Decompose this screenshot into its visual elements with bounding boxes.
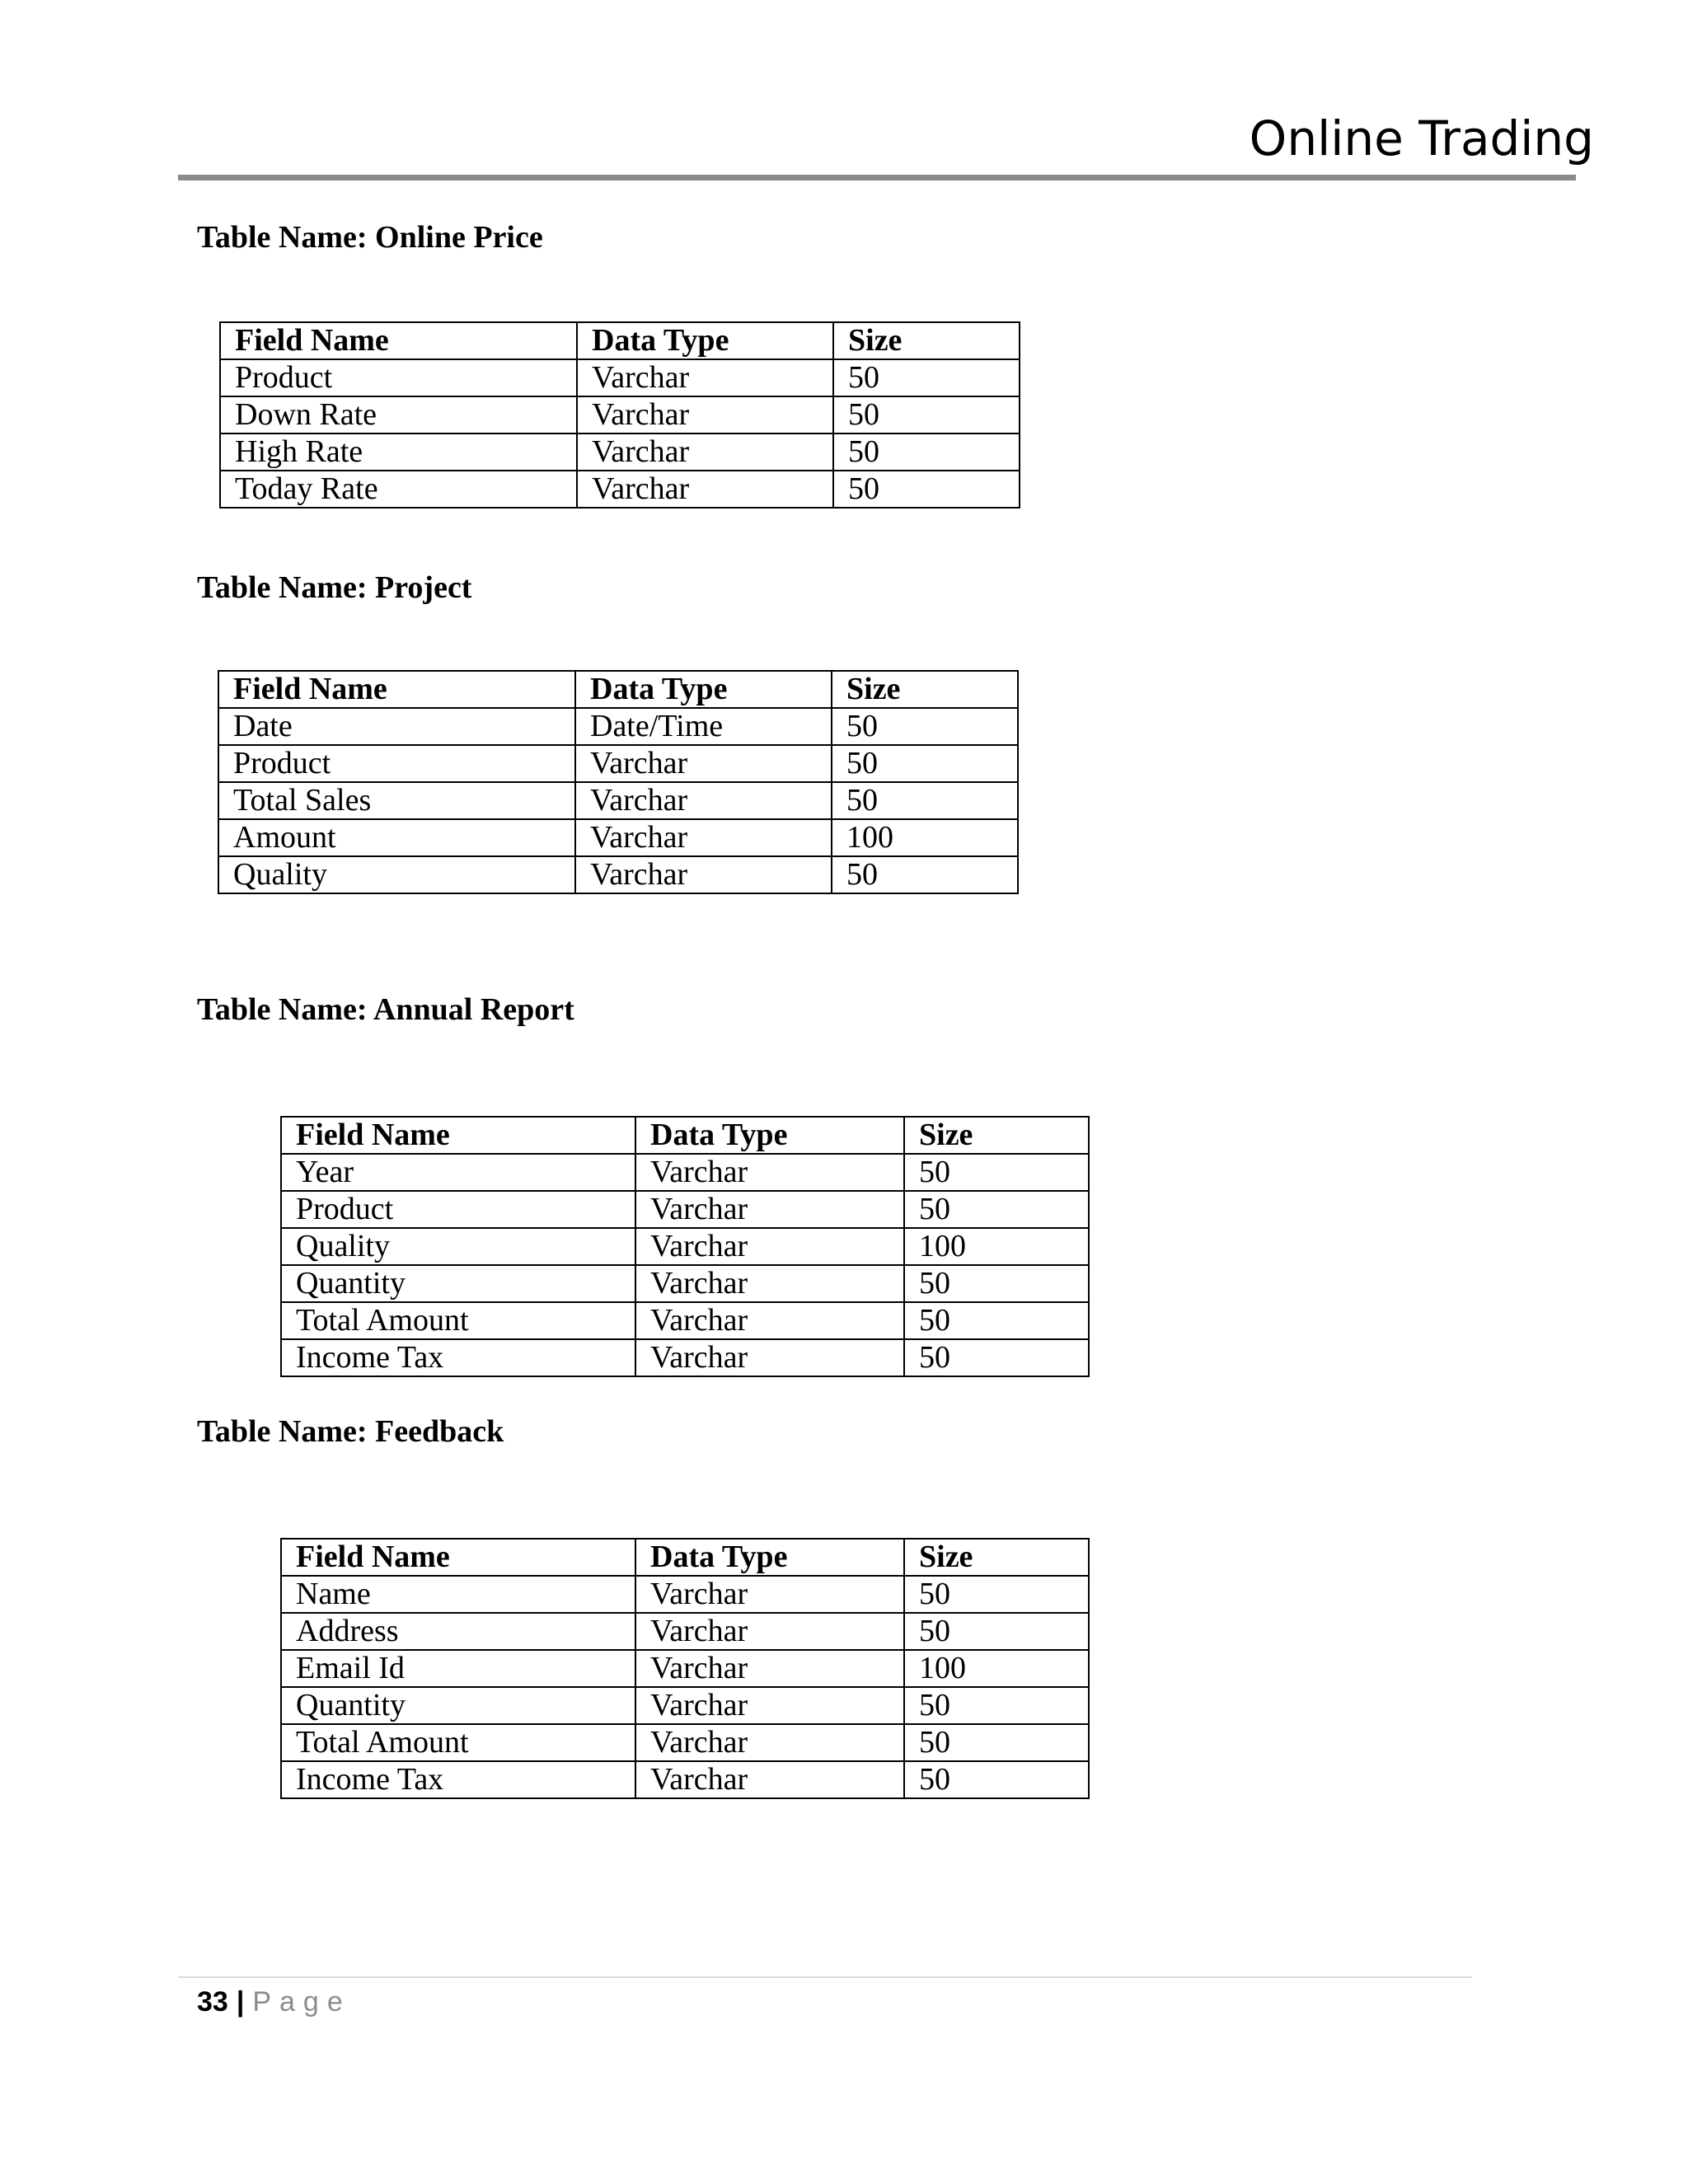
table-project <box>218 670 1019 894</box>
field-name-cell: Quality <box>281 1228 635 1265</box>
section-title-feedback: Table Name: Feedback <box>197 1414 504 1449</box>
field-name-cell: Product <box>220 359 577 396</box>
data-type-cell: Varchar <box>577 471 833 508</box>
table-row <box>281 1228 1089 1265</box>
size-cell: 50 <box>904 1191 1089 1228</box>
data-type-cell: Varchar <box>577 396 833 434</box>
table-row <box>218 782 1018 819</box>
table-row <box>218 745 1018 782</box>
size-cell: 50 <box>833 359 1020 396</box>
table-feedback <box>280 1538 1090 1799</box>
table-row <box>281 1687 1089 1724</box>
field-name-cell: Name <box>281 1576 635 1613</box>
table-row <box>218 819 1018 856</box>
page-label: Page <box>252 1986 351 2018</box>
table-row <box>281 1302 1089 1339</box>
data-type-cell: Varchar <box>635 1302 904 1339</box>
size-cell: 50 <box>833 434 1020 471</box>
section-title-project: Table Name: Project <box>197 570 472 605</box>
size-cell: 50 <box>904 1339 1089 1376</box>
table-row <box>281 1191 1089 1228</box>
table-row <box>218 856 1018 893</box>
table-header-row <box>218 671 1018 708</box>
column-header: Data Type <box>575 671 832 708</box>
page-number: 33 <box>197 1986 228 2018</box>
table-row <box>281 1339 1089 1376</box>
data-type-cell: Varchar <box>575 745 832 782</box>
field-name-cell: Total Amount <box>281 1302 635 1339</box>
size-cell: 100 <box>904 1650 1089 1687</box>
table-row <box>281 1761 1089 1798</box>
size-cell: 50 <box>833 396 1020 434</box>
table-row <box>220 434 1020 471</box>
data-type-cell: Varchar <box>635 1724 904 1761</box>
column-header: Size <box>832 671 1018 708</box>
table-row <box>281 1724 1089 1761</box>
column-header: Field Name <box>220 322 577 359</box>
header-rule <box>178 175 1576 180</box>
size-cell: 50 <box>904 1265 1089 1302</box>
section-title-online-price: Table Name: Online Price <box>197 220 543 255</box>
field-name-cell: Down Rate <box>220 396 577 434</box>
data-type-cell: Varchar <box>635 1265 904 1302</box>
table-header-row <box>281 1117 1089 1154</box>
size-cell: 50 <box>904 1613 1089 1650</box>
table-row <box>220 396 1020 434</box>
data-type-cell: Varchar <box>635 1613 904 1650</box>
data-type-cell: Varchar <box>635 1191 904 1228</box>
data-type-cell: Varchar <box>577 359 833 396</box>
table-row <box>218 708 1018 745</box>
column-header: Field Name <box>281 1539 635 1576</box>
table-header-row <box>281 1539 1089 1576</box>
column-header: Data Type <box>635 1117 904 1154</box>
table-row <box>281 1650 1089 1687</box>
field-name-cell: Quantity <box>281 1687 635 1724</box>
data-type-cell: Date/Time <box>575 708 832 745</box>
size-cell: 100 <box>904 1228 1089 1265</box>
data-type-cell: Varchar <box>635 1228 904 1265</box>
size-cell: 50 <box>904 1302 1089 1339</box>
data-type-cell: Varchar <box>575 856 832 893</box>
column-header: Size <box>833 322 1020 359</box>
size-cell: 50 <box>904 1724 1089 1761</box>
size-cell: 50 <box>904 1761 1089 1798</box>
field-name-cell: Quantity <box>281 1265 635 1302</box>
size-cell: 50 <box>904 1687 1089 1724</box>
field-name-cell: High Rate <box>220 434 577 471</box>
data-type-cell: Varchar <box>635 1687 904 1724</box>
field-name-cell: Year <box>281 1154 635 1191</box>
data-type-cell: Varchar <box>635 1761 904 1798</box>
size-cell: 100 <box>832 819 1018 856</box>
table-row <box>220 471 1020 508</box>
field-name-cell: Quality <box>218 856 575 893</box>
size-cell: 50 <box>833 471 1020 508</box>
table-row <box>281 1154 1089 1191</box>
table-row <box>281 1576 1089 1613</box>
data-type-cell: Varchar <box>635 1650 904 1687</box>
field-name-cell: Total Amount <box>281 1724 635 1761</box>
field-name-cell: Date <box>218 708 575 745</box>
size-cell: 50 <box>832 782 1018 819</box>
data-type-cell: Varchar <box>577 434 833 471</box>
footer-rule <box>178 1976 1472 1978</box>
table-row <box>281 1265 1089 1302</box>
table-annual-report <box>280 1116 1090 1377</box>
field-name-cell: Amount <box>218 819 575 856</box>
data-type-cell: Varchar <box>635 1154 904 1191</box>
size-cell: 50 <box>904 1576 1089 1613</box>
table-online-price <box>219 321 1020 509</box>
field-name-cell: Product <box>218 745 575 782</box>
size-cell: 50 <box>832 856 1018 893</box>
section-title-annual-report: Table Name: Annual Report <box>197 992 574 1027</box>
column-header: Field Name <box>281 1117 635 1154</box>
column-header: Data Type <box>577 322 833 359</box>
data-type-cell: Varchar <box>635 1339 904 1376</box>
column-header: Size <box>904 1117 1089 1154</box>
field-name-cell: Total Sales <box>218 782 575 819</box>
size-cell: 50 <box>832 708 1018 745</box>
document-header-title: Online Trading <box>1249 110 1594 166</box>
field-name-cell: Address <box>281 1613 635 1650</box>
field-name-cell: Today Rate <box>220 471 577 508</box>
field-name-cell: Income Tax <box>281 1339 635 1376</box>
page-footer <box>197 1982 351 2022</box>
field-name-cell: Product <box>281 1191 635 1228</box>
size-cell: 50 <box>904 1154 1089 1191</box>
data-type-cell: Varchar <box>575 782 832 819</box>
data-type-cell: Varchar <box>635 1576 904 1613</box>
column-header: Data Type <box>635 1539 904 1576</box>
size-cell: 50 <box>832 745 1018 782</box>
data-type-cell: Varchar <box>575 819 832 856</box>
table-row <box>281 1613 1089 1650</box>
column-header: Size <box>904 1539 1089 1576</box>
column-header: Field Name <box>218 671 575 708</box>
field-name-cell: Income Tax <box>281 1761 635 1798</box>
table-row <box>220 359 1020 396</box>
table-header-row <box>220 322 1020 359</box>
field-name-cell: Email Id <box>281 1650 635 1687</box>
footer-separator: | <box>236 1986 245 2018</box>
